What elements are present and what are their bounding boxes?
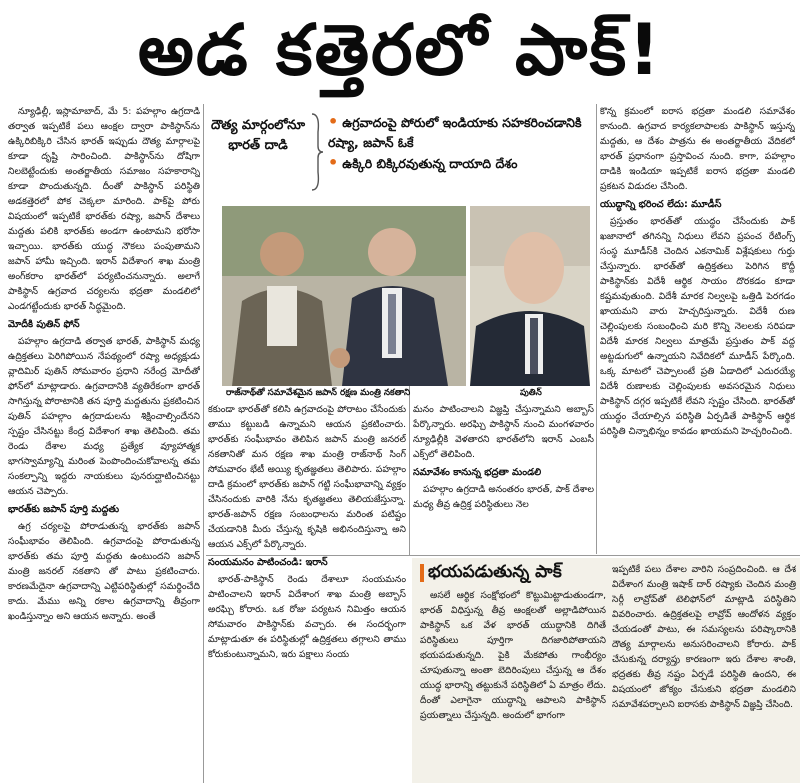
box-column-2: ఇప్పటికే పలు దేశాల వారిని సంప్రదించింది. ఆ దేశ విదేశాంగ మంత్రి ఇషాక్ దార్ రష్యాకు చెందిన మంత్రి సెర్గీ లావ్రోవ్‌తో టెలిఫోన్‌లో మాట్లాడి పరిస్థితిని వివరించారు. ఉద్రిక్తతలపై లావ్రోవ్ ఆందోళన వ్యక్తం చేయడంతో పాటు, ఈ సమస్యలను పరిష్కారానికి దౌత్య మార్గాలను అనుసరించాలని కోరారు. పాక్ చేసుకున్న దర్యాప్తు కారణంగా ఇరు దేశాల శాంతి, భద్రతకు తీవ్ర నష్టం ఏర్పడే పరిస్థితి ఉందని, ఈ విషయంలో జోక్యం చేసుకుని భద్రతా మండలిని సమావేశపర్చాలని ఐరాసకు పాకిస్థాన్ విజ్ఞప్తి చేసింది. — [612, 564, 796, 710]
highlight-bullet-2: • ఉక్కిరి బిక్కిరవుతున్న దాయాది దేశం — [328, 153, 518, 172]
subheading-security-council: సమావేశం కానున్న భద్రతా మండలి — [413, 467, 542, 478]
un-paragraph: కొన్న క్రమంలో ఐరాస భద్రతా మండలి సమావేశం కానుంది. ఉగ్రవాద కార్యకలాపాలకు పాకిస్థాన్ ఇస్తున్న మద్దతు, ఆ దేశం పాత్రను ఈ అంతర్జాతీయ వేదికలో భారత్ ప్రధానంగా ప్రస్తావించ నుంది. కాగా, పహల్గాం దాడికి ఇండియా ఇప్పటికే ఐరాస భద్రతా మండలి ప్రకటన విడుదల చేసింది. — [600, 106, 795, 192]
box-title-decoration — [420, 564, 424, 582]
putin-paragraph: పహల్గాం ఉగ్రదాడి తర్వాత భారత్, పాకిస్థాన్ మధ్య ఉద్రిక్తతలు పెరిగిపోయిన నేపథ్యంలో రష్యా అధ్యక్షుడు వ్లాదిమిర్ పుతిన్ సోమవారం ప్రధాని నరేంద్ర మోదీతో ఫోన్‌లో మాట్లాడారు. ఉగ్రవాదానికి వ్యతిరేకంగా భారత్ సాగిస్తున్న పోరాటానికి తన పూర్తి మద్దతును ప్రకటించిన పుతిన్ పహల్గాం ఉగ్రదాడులను శిక్షించాల్సిందేనని స్పష్టం చేసినట్టు కేంద్ర విదేశాంగ శాఖ తెలిపింది. తమ రెండు దేశాల మధ్య ప్రత్యేక వ్యూహాత్మక భాగస్వామ్యాన్ని మరింత పెంపొందించుకోవాలన్న తమ సంకల్పాన్ని ఇద్దరు నాయకులు పునరుద్ఘాటించినట్టు ఆయన చెప్పారు. — [8, 336, 200, 497]
japan-continued-paragraph: కకుండా భారత్‌తో కలిసి ఉగ్రవాదంపై పోరాటం చేసేందుకు తాము కట్టుబడి ఉన్నామని ఆయన ప్రకటించారు. భారత్‌కు సంఘీభావం తెలిపిన జపాన్ మంత్రి జనరల్ నకతానితో మన రక్షణ శాఖ మంత్రి రాజ్‌నాథ్ సింగ్ సోమవారం భేటీ అయ్యి కృతజ్ఞతలు తెలిపారు. పహల్గాం దాడి క్రమంలో భారత్‌కు జపాన్ గట్టి సంఘీభావాన్ని వ్యక్తం చేసినందుకు వారికి నేను కృతజ్ఞతలు తెలియజేస్తున్నా. భారత్-జపాన్ రక్షణ సంబంధాలను మరింత పటిష్టం చేయడానికి మీరు చేస్తున్న కృషికి అభినందిస్తున్నా అని ఆయన ఎక్స్‌లో పేర్కొన్నారు. — [208, 404, 406, 550]
box-column-1: అసలే ఆర్థిక సంక్షోభంలో కొట్టుమిట్టాడుతుండగా, భారత్ విధిస్తున్న తీవ్ర ఆంక్షలతో అల్లాడిపోయిన పాకిస్థాన్ ఒక వేళ భారత్ యుద్ధానికి దిగితే పరిస్థితులు పూర్తిగా దిగజారిపోతాయని భయపడుతున్నది. పైకి మేకపోతు గాంభీర్యం చూపుతున్నా అంతా బెదిరింపులు చేస్తున్న ఆ దేశం యుద్ధ భారాన్ని తట్టుకునే పరిస్థితిలో ఏ మాత్రం లేదు. దీంతో ఎలాగైనా యుద్ధాన్ని ఆపాలని పాకిస్థాన్ ప్రయత్నాలు చేస్తున్నది. అందులో భాగంగా — [420, 590, 606, 721]
subheading-iran: సంయమనం పాటించండి: ఇరాన్ — [208, 557, 328, 568]
box-title: భయపడుతున్న పాక్‌ — [428, 562, 562, 582]
right-column — [600, 104, 795, 554]
bullet-icon: • — [328, 112, 339, 131]
subheading-japan-support: భారత్‌కు జపాన్ పూర్తి మద్దతు — [8, 504, 120, 515]
main-photo — [222, 206, 466, 386]
highlights-block — [206, 108, 594, 196]
putin-photo — [470, 206, 590, 386]
main-photo-caption: రాజ్‌నాథ్‌తో సమావేశమైన జపాన్ రక్షణ మంత్రి నకతాని — [226, 388, 411, 398]
subheading-moodys: యుద్ధాన్ని భరించ లేదు: మూడీస్ — [600, 199, 722, 210]
japan-paragraph: ఉగ్ర చర్యలపై పోరాడుతున్న భారత్‌కు జపాన్ సంఘీభావం తెలిపింది. ఉగ్రవాదంపై పోరాడుతున్న భారత్‌కు తమ పూర్తి మద్దతు ఉంటుందని జపాన్ మంత్రి జనరల్ నకతాని తో పాటు ప్రకటించారు. కారణమేదైనా ఉగ్రవాదాన్ని ఎట్టిపరిస్థితుల్లో సమర్థించేది కాదు. మేము అన్ని రకాల ఉగ్రవాదాన్ని తీవ్రంగా ఖండిస్తున్నాం అని ఆయన అన్నారు. అంతే — [8, 521, 200, 622]
headline: అడ కత్తెరలో పాక్‌! — [137, 9, 663, 91]
center-column-b — [413, 402, 594, 552]
intro-paragraph: న్యూఢిల్లీ, ఇస్లామాబాద్, మే 5: పహల్గాం ఉగ్రదాడి తర్వాత ఇప్పటికే పలు ఆంక్షల ద్వారా పాకిస్థాన్‌ను ఉక్కిరిబిక్కిరి చేసిన భారత్ ఇప్పుడు దౌత్య మార్గాలపై కూడా దృష్టి సారించింది. పాకిస్థాన్‌ను దోషిగా నిలబెట్టేందుకు అంతర్జాతీయ సమాజం సహకారాన్ని కూడా పొందుతున్నది. దీంతో పాకిస్థాన్ పరిస్థితి అడకత్తెరలో పోక చెక్కలా మారింది. పాక్‌పై పోరు విషయంలో ఇప్పటికే భారత్‌కు రష్యా, జపాన్ దేశాలు మద్దతు పలికి భారత్‌కు అండగా ఉంటామని భరోసా ఇచ్చాయి. భారత్‌కు యుద్ధ నౌకలు పంపుతామని జపాన్ హామీ ఇచ్చింది. ఇరాన్ విదేశాంగ శాఖ మంత్రి అంగ్‌కరాం భారత్‌లో పర్యటించనున్నారు. అలాగే పాకిస్థాన్ ఉగ్రవాద చర్యలను భద్రతా మండలిలో ఎండగట్టేందుకు భారత్ సిద్ధమైంది. — [8, 106, 200, 312]
security-council-paragraph: పహల్గాం ఉగ్రదాడి అనంతరం భారత్, పాక్ దేశాల మధ్య తీవ్ర ఉద్రిక్త పరిస్థితులు నెల — [413, 484, 594, 510]
boxed-story — [412, 558, 800, 783]
brace-icon — [310, 112, 324, 192]
moodys-paragraph: ప్రస్తుతం భారత్‌తో యుద్ధం చేసేందుకు పాక్ ఖజానాలో తగినన్ని నిధులు లేవని ప్రపంచ రేటింగ్స్ సంస్థ మూడీస్‌కి చెందిన ఎకనామిక్ విశ్లేషకులు గుర్తు చేస్తున్నారు. భారత్‌తో ఉద్రిక్తతలు పెరిగిన కొద్దీ పాకిస్థాన్‌కు విదేశీ ఆర్థిక సాయం దొరకడం కూడా కష్టమవుతుంది. విదేశీ మారక నిల్వలపై ఒత్తిడి పెరగడం ఖాయమని వారు హెచ్చరిస్తున్నారు. విదేశీ రుణ చెల్లింపులకు సంబంధించి మరి కొన్ని నెలలకు సరిపడా విదేశీ మారక నిల్వలు మాత్రమే ప్రస్తుతం పాక్ వద్ద అట్టడుగులో ఉన్నాయని నివేదికలో మూడీస్ పేర్కొంది. ఒక్క మాటలో చెప్పాలంటే ప్రతి ఏడాదిలో ఎదురయ్యే విదేశీ రుణాలకు చెల్లింపులకు అవసరమైన నిధులు పాకిస్థాన్ దగ్గర ఇప్పటికే లేవని స్పష్టం చేసింది. భారత్‌తో యుద్ధం చేయాల్సిన పరిస్థితి ఏర్పడితే పాకిస్థాన్ ఆర్థిక పరిస్థితి చిన్నాభిన్నం కావడం ఖాయమని హెచ్చరించింది. — [600, 216, 795, 437]
highlight-bullets — [328, 112, 594, 196]
center-column-a — [208, 402, 406, 783]
putin-photo-caption: పుతిన్ — [520, 388, 542, 398]
highlight-bullet-1: • ఉగ్రవాదంపై పోరులో ఇండియాకు సహకరించడానికి రష్యా, జపాన్ ఓకే — [328, 112, 582, 150]
highlights-label: దౌత్య మార్గంలోనూ భారత్ దాడి — [210, 118, 306, 153]
iran-continued-paragraph: మనం పాటించాలని విజ్ఞప్తి చేస్తున్నామని అబ్బాస్ పేర్కొన్నారు. అరఘ్చి పాకిస్థాన్ నుంచి మంగళవారం న్యూఢిల్లీకి వెళతారని భారత్‌లోని ఇరాన్ ఎంబసీ ఎక్స్‌లో తెలిపింది. — [413, 404, 594, 460]
subheading-putin-call: మోదీకి పుతిన్ ఫోన్ — [8, 319, 80, 330]
bullet-icon: • — [328, 153, 339, 172]
iran-paragraph: భారత్-పాకిస్థాన్ రెండు దేశాలూ సంయమనం పాటించాలని ఇరాన్ విదేశాంగ శాఖ మంత్రి అబ్బాస్ అరఘ్చి కోరారు. ఒక రోజు పర్యటన నిమిత్తం ఆయన సోమవారం పాకిస్థాన్‌కు వచ్చారు. ఈ సందర్భంగా మాట్లాడుతూ ఈ పరిస్థితుల్లో ఉద్రిక్తతలు తగ్గాలని తాము కోరుకుంటున్నామని, ఇరు పక్షాలు సంయ — [208, 574, 406, 660]
left-column — [8, 104, 200, 783]
